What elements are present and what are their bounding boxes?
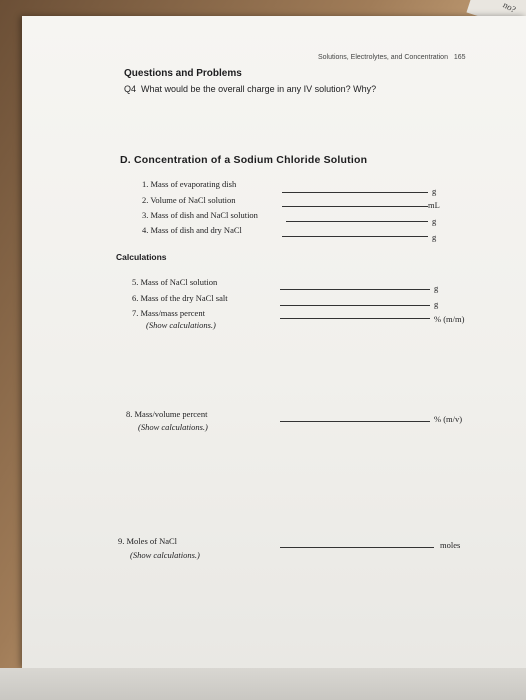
q4-label: Q4 bbox=[124, 84, 137, 94]
section-heading: Questions and Problems bbox=[124, 68, 242, 79]
item-number: 8. bbox=[126, 409, 133, 419]
item-6 bbox=[132, 293, 228, 303]
answer-line-5[interactable] bbox=[280, 289, 430, 290]
item-number: 5. bbox=[132, 277, 139, 287]
unit-2: mL bbox=[428, 200, 440, 210]
item-label: Mass of dish and NaCl solution bbox=[150, 210, 258, 220]
unit-4: g bbox=[432, 232, 437, 242]
unit-8: % (m/v) bbox=[434, 414, 463, 424]
unit-5: g bbox=[434, 283, 439, 293]
item-number: 1. bbox=[142, 179, 149, 189]
lower-paper-edge bbox=[0, 668, 526, 700]
item-4 bbox=[142, 225, 242, 235]
item-7-instruction: (Show calculations.) bbox=[146, 320, 216, 330]
answer-line-9[interactable] bbox=[280, 547, 434, 548]
unit-9: moles bbox=[440, 540, 461, 550]
item-label: Mass of evaporating dish bbox=[150, 179, 237, 189]
item-7 bbox=[132, 308, 205, 318]
answer-line-7[interactable] bbox=[280, 318, 430, 319]
answer-line-1[interactable] bbox=[282, 192, 428, 193]
item-label: Volume of NaCl solution bbox=[150, 195, 236, 205]
unit-3: g bbox=[432, 216, 437, 226]
item-1 bbox=[142, 179, 236, 189]
answer-line-6[interactable] bbox=[280, 305, 430, 306]
calculations-heading: Calculations bbox=[116, 252, 167, 262]
answer-line-8[interactable] bbox=[280, 421, 430, 422]
item-number: 4. bbox=[142, 225, 149, 235]
unit-1: g bbox=[432, 186, 437, 196]
item-number: 2. bbox=[142, 195, 149, 205]
item-label: Mass/mass percent bbox=[140, 308, 205, 318]
corner-fragment-text: no? bbox=[501, 0, 518, 15]
unit-6: g bbox=[434, 299, 439, 309]
page-number: 165 bbox=[453, 54, 466, 61]
item-label: Mass of dish and dry NaCl bbox=[150, 225, 242, 235]
item-label: Mass of the dry NaCl salt bbox=[140, 293, 228, 303]
answer-line-3[interactable] bbox=[286, 221, 428, 222]
item-number: 3. bbox=[142, 210, 149, 220]
running-title: Solutions, Electrolytes, and Concentration bbox=[318, 54, 448, 61]
answer-line-4[interactable] bbox=[282, 236, 428, 237]
unit-7: % (m/m) bbox=[434, 314, 465, 324]
item-9 bbox=[118, 536, 177, 546]
worksheet-page bbox=[22, 16, 526, 668]
item-number: 6. bbox=[132, 293, 139, 303]
item-2 bbox=[142, 195, 235, 205]
q4-text: What would be the overall charge in any IV solution? Why? bbox=[141, 84, 377, 94]
item-number: 7. bbox=[132, 308, 139, 318]
item-label: Mass of NaCl solution bbox=[140, 277, 218, 287]
question-q4 bbox=[124, 84, 376, 94]
running-header bbox=[318, 54, 466, 61]
item-9-instruction: (Show calculations.) bbox=[130, 550, 200, 560]
item-5 bbox=[132, 277, 217, 287]
item-label: Moles of NaCl bbox=[126, 536, 178, 546]
section-d-title: D. Concentration of a Sodium Chloride Solution bbox=[120, 154, 368, 166]
item-3 bbox=[142, 210, 258, 220]
item-number: 9. bbox=[118, 536, 125, 546]
item-8-instruction: (Show calculations.) bbox=[138, 422, 208, 432]
answer-line-2[interactable] bbox=[282, 206, 428, 207]
item-label: Mass/volume percent bbox=[134, 409, 208, 419]
item-8 bbox=[126, 409, 207, 419]
